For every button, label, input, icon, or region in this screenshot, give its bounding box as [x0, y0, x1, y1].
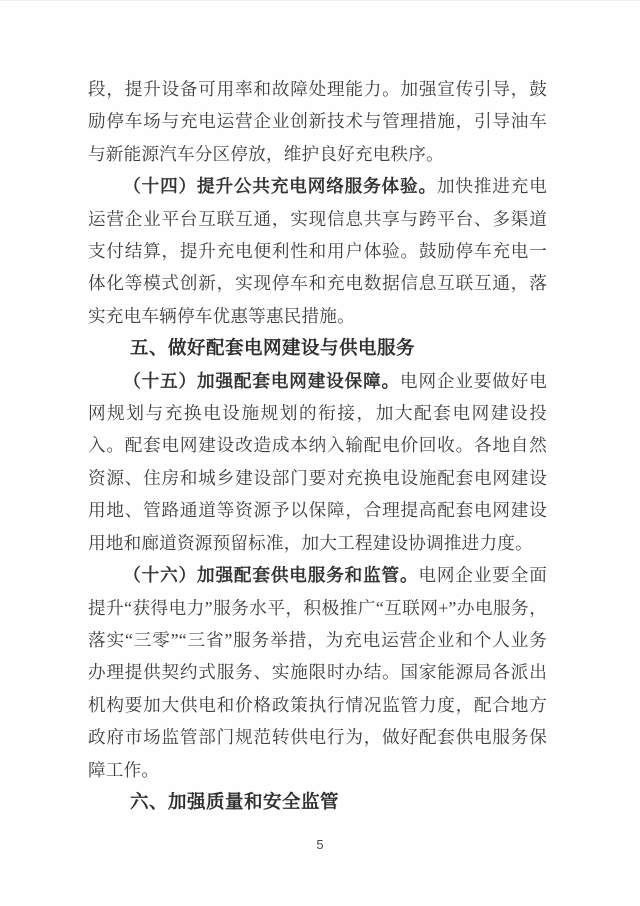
paragraph-item-16-lead: （十六）加强配套供电服务和监管。	[123, 565, 419, 586]
paragraph-item-15	[88, 365, 547, 559]
paragraph-item-15-text: 电网企业要做好电网规划与充换电设施规划的衔接，加大配套电网建设投入。配套电网建设改造成本纳入输配电价回收。各地自然资源、住房和城乡建设部门要对充换电设施配套电网建设用地、管路通道等资源予以保障，合理提高配套电网建设用地和廊道资源预留标准，加大工程建设协调推进力度。	[88, 370, 547, 553]
paragraph-item-14-lead: （十四）提升公共充电网络服务体验。	[123, 176, 437, 197]
section-heading-6: 六、加强质量和安全监管	[130, 790, 340, 812]
paragraph-item-14-text: 加快推进充电运营企业平台互联互通，实现信息共享与跨平台、多渠道支付结算，提升充电便利性和用户体验。鼓励停车充电一体化等模式创新，实现停车和充电数据信息互联互通，落实充电车辆停车优惠等惠民措施。	[88, 176, 548, 326]
document-body	[88, 73, 547, 818]
paragraph-item-14	[88, 170, 547, 332]
paragraph-item-16	[88, 559, 547, 786]
paragraph-item-15-lead: （十五）加强配套电网建设保障。	[123, 370, 401, 391]
page-number: 5	[316, 837, 324, 852]
section-heading-5: 五、做好配套电网建设与供电服务	[130, 337, 416, 359]
paragraph-continuation: 段，提升设备可用率和故障处理能力。加强宣传引导，鼓励停车场与充电运营企业创新技术与管理措施，引导油车与新能源汽车分区停放，维护良好充电秩序。	[88, 79, 547, 164]
paragraph-item-16-text: 电网企业要全面提升“获得电力”服务水平，积极推广“互联网+”办电服务，落实“三零”“三省”服务举措，为充电运营企业和个人业务办理提供契约式服务、实施限时办结。国家能源局各派出机构要加大供电和价格政策执行情况监管力度，配合地方政府市场监管部门规范转供电行为，做好配套供电服务保障工作。	[88, 565, 547, 780]
